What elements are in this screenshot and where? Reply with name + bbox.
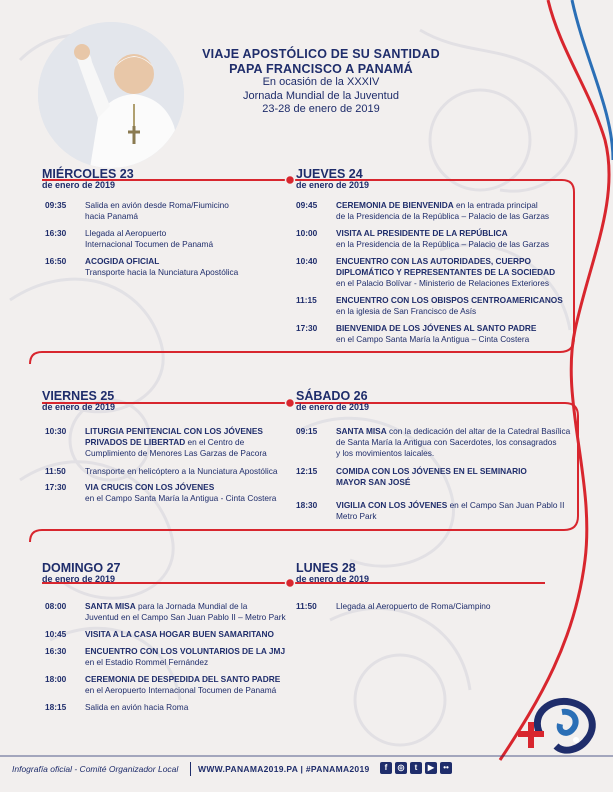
event-description: Llegada al Aeropuerto de Roma/Ciampino	[336, 601, 491, 611]
footer-divider	[190, 762, 191, 776]
header-title-line-1: VIAJE APOSTÓLICO DE SU SANTIDAD	[202, 47, 440, 61]
event-description: SANTA MISA con la dedicación del altar de la Catedral Basílica de Santa María la Antigua con Sacerdotes, los consagrados y los movimientos laicales.	[336, 426, 571, 458]
event-description: VIA CRUCIS CON LOS JÓVENES en el Campo Santa María la Antigua - Cinta Costera	[85, 482, 277, 503]
event-description: Salida en avión hacia Roma	[85, 702, 189, 712]
event-time: 12:15	[296, 466, 318, 476]
event-time: 18:00	[45, 674, 67, 684]
day-name: LUNES 28	[296, 561, 356, 575]
event-sun-1630	[45, 646, 290, 670]
event-time: 17:30	[45, 482, 67, 492]
event-time: 16:30	[45, 646, 67, 656]
day-date: de enero de 2019	[296, 402, 370, 412]
header-title-line-2: PAPA FRANCISCO A PANAMÁ	[229, 61, 413, 76]
flickr-icon[interactable]: ••	[440, 762, 452, 774]
day-date: de enero de 2019	[296, 180, 370, 190]
day-heading-wed	[42, 167, 134, 190]
event-description: ENCUENTRO CON LAS AUTORIDADES, CUERPO DIPLOMÁTICO Y REPRESENTANTES DE LA SOCIEDAD en el Palacio Bolívar - Ministerio de Relaciones Exteriores	[336, 256, 556, 288]
event-time: 18:15	[45, 702, 67, 712]
event-description: CEREMONIA DE DESPEDIDA DEL SANTO PADRE en el Aeropuerto Internacional Tocumen de Panamá	[85, 674, 281, 695]
event-time: 10:40	[296, 256, 318, 266]
footer-links	[198, 764, 370, 774]
event-wed-1630	[45, 228, 285, 252]
event-time: 17:30	[296, 323, 318, 333]
page-header	[196, 47, 446, 117]
event-time: 09:35	[45, 200, 67, 210]
pope-portrait	[38, 22, 184, 168]
event-sat-0915	[296, 426, 571, 461]
event-thu-0945	[296, 200, 566, 224]
event-thu-1040	[296, 256, 566, 291]
event-description: VIGILIA CON LOS JÓVENES en el Campo San Juan Pablo II Metro Park	[336, 500, 565, 521]
event-description: BIENVENIDA DE LOS JÓVENES AL SANTO PADRE en el Campo Santa María la Antigua – Cinta Costera	[336, 323, 537, 344]
event-time: 09:45	[296, 200, 318, 210]
website-link[interactable]: WWW.PANAMA2019.PA	[198, 764, 298, 774]
event-thu-1730	[296, 323, 566, 347]
event-thu-1115	[296, 295, 566, 319]
event-time: 16:50	[45, 256, 67, 266]
event-description: SANTA MISA para la Jornada Mundial de la Juventud en el Campo San Juan Pablo II – Metro Park	[85, 601, 286, 622]
event-time: 09:15	[296, 426, 318, 436]
event-time: 11:50	[296, 601, 317, 611]
day-name: JUEVES 24	[296, 167, 363, 181]
header-subtitle-line-3: 23-28 de enero de 2019	[262, 103, 380, 115]
event-description: VISITA A LA CASA HOGAR BUEN SAMARITANO	[85, 629, 274, 639]
day-heading-sat	[296, 389, 369, 412]
event-fri-1030	[45, 426, 290, 461]
event-time: 18:30	[296, 500, 318, 510]
day-date: de enero de 2019	[42, 574, 116, 584]
footer-credit: Infografía oficial - Comité Organizador Local	[12, 764, 179, 774]
event-time: 16:30	[45, 228, 67, 238]
event-description: Transporte en helicóptero a la Nunciatura Apostólica	[85, 466, 278, 476]
header-subtitle-line-2: Jornada Mundial de la Juventud	[243, 89, 399, 102]
event-time: 08:00	[45, 601, 67, 611]
day-name: DOMINGO 27	[42, 561, 121, 575]
instagram-icon[interactable]: ◎	[395, 762, 407, 774]
event-description: VISITA AL PRESIDENTE DE LA REPÚBLICA en la Presidencia de la República – Palacio de las Garzas	[336, 228, 550, 249]
event-mon-1150	[296, 601, 566, 613]
day-heading-fri	[42, 389, 115, 412]
event-description: Llegada al Aeropuerto Internacional Tocumen de Panamá	[85, 228, 214, 249]
day-name: MIÉRCOLES 23	[42, 167, 134, 181]
event-time: 11:15	[296, 295, 317, 305]
jmj-logo	[510, 694, 602, 756]
day-name: VIERNES 25	[42, 389, 115, 403]
event-sun-1800	[45, 674, 290, 698]
twitter-icon[interactable]: t	[410, 762, 422, 774]
event-sat-1830	[296, 500, 571, 524]
event-description: COMIDA CON LOS JÓVENES EN EL SEMINARIO MAYOR SAN JOSÉ	[336, 466, 527, 487]
facebook-icon[interactable]: f	[380, 762, 392, 774]
day-date: de enero de 2019	[42, 180, 116, 190]
day-heading-thu	[296, 167, 369, 190]
event-description: CEREMONIA DE BIENVENIDA en la entrada principal de la Presidencia de la República – Palacio de las Garzas	[336, 200, 550, 221]
day-date: de enero de 2019	[296, 574, 370, 584]
event-thu-1000	[296, 228, 566, 252]
event-wed-1650	[45, 256, 285, 280]
day-name: SÁBADO 26	[296, 389, 368, 403]
youtube-icon[interactable]: ▶	[425, 762, 437, 774]
hashtag-link[interactable]: #PANAMA2019	[305, 764, 370, 774]
event-time: 10:00	[296, 228, 318, 238]
day-date: de enero de 2019	[42, 402, 116, 412]
event-sun-0800	[45, 601, 290, 625]
event-time: 10:45	[45, 629, 67, 639]
event-sun-1815	[45, 702, 290, 714]
event-time: 11:50	[45, 466, 66, 476]
event-description: ENCUENTRO CON LOS VOLUNTARIOS DE LA JMJ en el Estadio Rommel Fernández	[85, 646, 286, 667]
event-sat-1215	[296, 466, 571, 490]
event-fri-1730	[45, 482, 290, 506]
event-description: LITURGIA PENITENCIAL CON LOS JÓVENES PRIVADOS DE LIBERTAD en el Centro de Cumplimiento de Menores Las Garzas de Pacora	[85, 426, 267, 458]
footer-separator: |	[300, 764, 306, 774]
day-heading-sun	[42, 561, 121, 584]
event-description: ENCUENTRO CON LOS OBISPOS CENTROAMERICANOS en la iglesia de San Francisco de Asís	[336, 295, 563, 316]
day-heading-mon	[296, 561, 369, 584]
event-time: 10:30	[45, 426, 67, 436]
event-wed-0935	[45, 200, 285, 224]
event-fri-1150	[45, 466, 290, 478]
event-description: Salida en avión desde Roma/Fiumicino hacia Panamá	[85, 200, 229, 221]
social-icons	[380, 762, 452, 774]
event-sun-1045	[45, 629, 290, 641]
event-description: ACOGIDA OFICIAL Transporte hacia la Nunciatura Apostólica	[85, 256, 239, 277]
header-subtitle-line-1: En ocasión de la XXXIV	[262, 76, 380, 88]
